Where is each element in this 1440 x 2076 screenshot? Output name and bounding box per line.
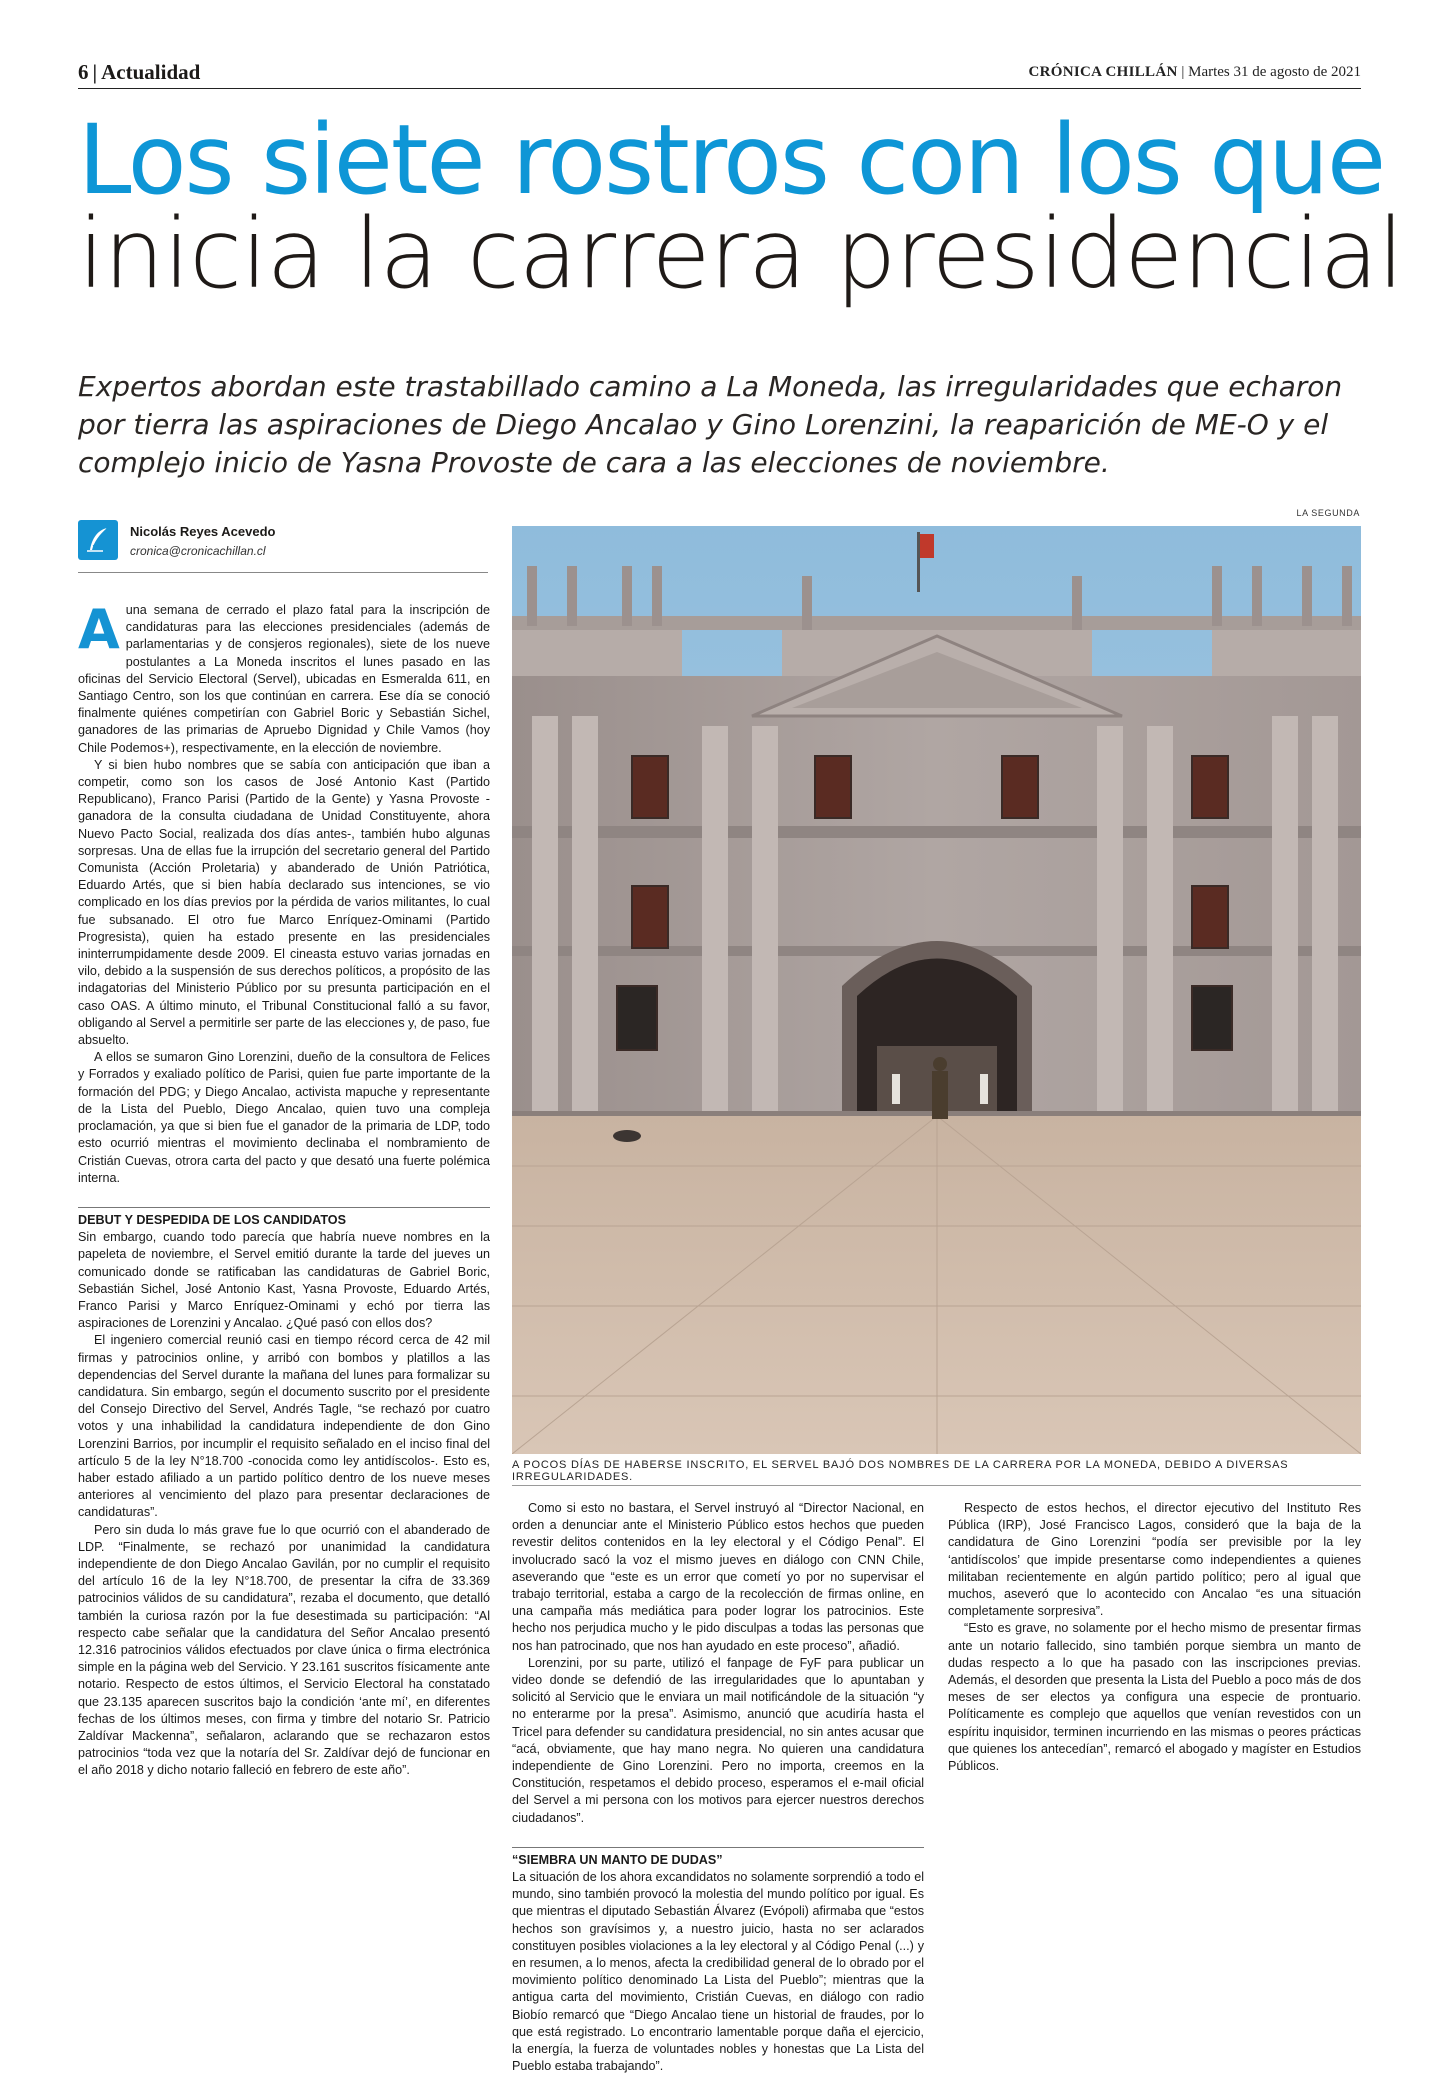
paragraph-1 (78, 598, 490, 757)
paragraph-5: El ingeniero comercial reunió casi en tiempo récord cerca de 42 mil firmas y patrocinios online, y arribó con bombos y platillos a las dependencias del Servel durante la mañana del lunes para formalizar su candidatura. Sin embargo, según el documento suscrito por el presidente del Consejo Directivo del Servel, Andrés Tagle, “se rechazó por cuatro votos y una inhabilidad la candidatura independiente de don Gino Lorenzini Barrios, por incumplir el requisito señalado en el inciso final del artículo 5 de la ley N°18.700 -conocida como ley antidíscolos-. Esto es, haber estado afiliado a un partido político dentro de los nueve meses anteriores al vencimiento del plazo para presentar declaraciones de candidaturas”. (78, 1333, 490, 1520)
article-column-3 (948, 1500, 1361, 1775)
page-number: 6 (78, 60, 89, 84)
la-moneda-photo (512, 526, 1361, 1454)
photo-caption: A POCOS DÍAS DE HABERSE INSCRITO, EL SERVEL BAJÓ DOS NOMBRES DE LA CARRERA POR LA MONEDA, DEBIDO A DIVERSAS IRREGULARIDADES. (512, 1459, 1361, 1486)
issue-date: Martes 31 de agosto de 2021 (1188, 64, 1361, 80)
photo-credit: LA SEGUNDA (1296, 508, 1360, 518)
newspaper-name: CRÓNICA CHILLÁN (1028, 64, 1178, 80)
article-column-1 (78, 598, 490, 1780)
headline (78, 104, 1404, 310)
paragraph-10: Respecto de estos hechos, el director ejecutivo del Instituto Res Pública (IRP), José Francisco Lagos, consideró que la baja de la candidatura de Gino Lorenzini “podía ser previsible por la ley ‘antidíscolos’ que impide presentarse como independientes a quienes militaban recientemente en algún partido político; pero al igual que muchos, aseveró que lo acontecido con Ancalao “es una situación completamente sorpresiva”. (948, 1501, 1361, 1619)
page-folio (78, 60, 200, 85)
paragraph-11: “Esto es grave, no solamente por el hecho mismo de presentar firmas ante un notario fallecido, sino también porque siembra un manto de dudas respecto a lo que ha pasado con las inscripciones previas. Además, el desorden que presenta la Lista del Pueblo a poco más de dos meses de ser electos ya configura una especie de prontuario. Políticamente es complejo que aquellos que venían revestidos con un espíritu inquisidor, terminen incurriendo en las mismas o peores prácticas que quienes los antecedían”, remarcó el abogado y magíster en Estudios Públicos. (948, 1621, 1361, 1774)
deck-subtitle: Expertos abordan este trastabillado camino a La Moneda, las irregularidades que echaron por tierra las aspiraciones de Diego Ancalao y Gino Lorenzini, la reaparición de ME-O y el complejo inicio de Yasna Provoste de cara a las elecciones de noviembre. (78, 370, 1343, 479)
article-column-2 (512, 1500, 924, 2076)
paragraph-7: Como si esto no bastara, el Servel instruyó al “Director Nacional, en orden a denunciar ante el Ministerio Público estos hechos que pueden revestir delitos contenidos en la ley electoral y el Código Penal”. El involucrado sacó la voz el mismo jueves en diálogo con CNN Chile, aseverando que “este es un error que cometí yo por no supervisar el trabajo territorial, estaba a cargo de la recolección de firmas online, en una campaña más mediática para poder lograr los patrocinios. Este hecho nos perjudica mucho y le pido disculpas a todas las personas que nos han patrocinado, que nos han ayudado en este proceso”, añadió. (512, 1501, 924, 1653)
header-masthead: CRÓNICA CHILLÁN | Martes 31 de agosto de 2021 (1028, 64, 1361, 80)
page-header (78, 58, 1361, 89)
paragraph-6: Pero sin duda lo más grave fue lo que ocurrió con el abanderado de LDP. “Finalmente, se rechazó por unanimidad la candidatura independiente de don Diego Ancalao Gavilán, por no cumplir el requisito del artículo 16 de la ley N°18.700, de presentar la cifra de 33.369 patrocinios válidos de su candidatura”, rezaba el documento, que detalló también la curiosa razón por la fue desestimada su participación: “Al respecto cabe señalar que la candidatura del Señor Ancalao presentó 12.316 patrocinios válidos efectuados por clave única o firma electrónica simple en la página web del Servicio. Y 23.161 suscritos físicamente ante notario. Respecto de estos últimos, el Servicio Electoral ha constatado que 23.135 aparecen suscritos bajo la condición ‘ante mí’, en diferentes fechas de los últimos meses, con firma y timbre del notario Sr. Patricio Zaldívar Mackenna”, señalaron, aclarando que se rechazaron estos patrocinios “toda vez que la notaría del Sr. Zaldívar dejó de funcionar en el año 2018 y dicho notario falleció en febrero de este año”. (78, 1522, 490, 1778)
paragraph-9: La situación de los ahora excandidatos no solamente sorprendió a todo el mundo, sino también provocó la molestia del mundo político por igual. Es que mientras el diputado Sebastián Álvarez (Evópoli) afirmaba que “estos hechos son gravísimos y, a nuestro juicio, hasta no ser aclarados constituyen posibles violaciones a la ley electoral y al Código Penal (...) y en resumen, a lo menos, afecta la credibilidad general de lo obrado por el movimiento político denominado La Lista del Pueblo”; mientras que la antigua carta del movimiento, Cristián Cuevas, en diálogo con radio Biobío remarcó que “Diego Ancalao tiene un historial de fraudes, por lo que está registrado. Lo encontrario lamentable porque daña el ejercicio, la energía, la fuerza de voluntades nobles y honestas que La Lista del Pueblo estaba trabajando”. (512, 1870, 924, 2074)
quill-icon (78, 520, 118, 560)
paragraph-3: A ellos se sumaron Gino Lorenzini, dueño de la consultora de Felices y Forrados y exaliado político de Parisi, quien fue parte importante de la formación del PDG; y Diego Ancalao, activista mapuche y representante de la Lista del Pueblo, Diego Ancalao, quien tuvo una compleja proclamación, ya que si bien fue el ganador de la primaria de LDP, todo esto ocurrió mientras el movimiento declinaba el nombramiento de Cristián Cuevas, otrora carta del pacto y que desató una fuerte polémica interna. (78, 1050, 490, 1185)
subhead-debut: DEBUT Y DESPEDIDA DE LOS CANDIDATOS (78, 1207, 490, 1229)
drop-cap: A (78, 598, 120, 661)
subhead-manto: “SIEMBRA UN MANTO DE DUDAS” (512, 1847, 924, 1869)
byline (78, 518, 488, 573)
folio-divider: | (92, 60, 98, 84)
headline-line-2: inicia la carrera presidencial (78, 198, 1404, 310)
paragraph-4: Sin embargo, cuando todo parecía que habría nueve nombres en la papeleta de noviembre, el Servel emitió durante la tarde del jueves un comunicado donde se ratificaban las candidaturas de Gabriel Boric, Sebastián Sichel, José Antonio Kast, Yasna Provoste, Eduardo Artés, Franco Parisi y Marco Enríquez-Ominami y echó por tierra las aspiraciones de Lorenzini y Ancalao. ¿Qué pasó con ellos dos? (78, 1230, 490, 1331)
paragraph-8: Lorenzini, por su parte, utilizó el fanpage de FyF para publicar un video donde se defendió de las irregularidades que lo apuntaban y solicitó al Servicio que le enviara un mail notificándole de la situación “y no enterarme por la presa”. Asimismo, anunció que acudiría hasta el Tricel para defender su candidatura presidencial, no sin antes acusar que “acá, obviamente, que hay mano negra. No quieren una candidatura independiente de Gino Lorenzini. Pero no importa, creemos en la Constitución, respetamos el debido proceso, esperamos el e-mail oficial del Servel a mi persona con los motivos para ejercer nuestros derechos ciudadanos”. (512, 1655, 924, 1825)
author-name: Nicolás Reyes Acevedo (130, 524, 276, 539)
section-name: Actualidad (101, 60, 201, 84)
paragraph-2: Y si bien hubo nombres que se sabía con anticipación que iban a competir, como son los casos de José Antonio Kast (Partido Republicano), Franco Parisi (Partido de la Gente) y Yasna Provoste -ganadora de la consulta ciudadana de Unidad Constituyente, ahora Nuevo Pacto Social, realizada dos días antes-, también hubo algunas sorpresas. Una de ellas fue la irrupción del secretario general del Partido Comunista (Acción Proletaria) y abanderado de Unión Patriótica, Eduardo Artés, que si bien había declarado sus intenciones, se vio complicado en los días previos por la pérdida de varios militantes, lo cual fue subsanado. El otro fue Marco Enríquez-Ominami (Partido Progresista), quien ha estado presente en las presidenciales ininterrumpidamente desde 2009. El cineasta estuvo varias jornadas en vilo, debido a la suspensión de sus derechos políticos, a propósito de las indagatorias del Ministerio Público por su presunta participación en el caso OAS. A último minuto, el Tribunal Constitucional falló a su favor, obligando al Servel a permitirle ser parte de las elecciones y, de paso, fue absuelto. (78, 757, 490, 1048)
author-email: cronica@cronicachillan.cl (130, 544, 266, 558)
headline-line-1: Los siete rostros con los que (78, 104, 1385, 216)
paragraph-1-text: una semana de cerrado el plazo fatal para la inscripción de candidaturas para las elecciones presidenciales (además de parlamentarias y de consjeros regionales), siete de los nueve postulantes a La Moneda inscritos el lunes pasado en las oficinas del Servicio Electoral (Servel), ubicadas en Esmeralda 611, en Santiago Centro, son los que continúan en carrera. Ese día se conoció finalmente quiénes competirían con Gabriel Boric y Sebastián Sichel, ganadores de las primarias de Apruebo Dignidad y Chile Vamos (hoy Chile Podemos+), respectivamente, en la elección de noviembre. (78, 603, 490, 755)
